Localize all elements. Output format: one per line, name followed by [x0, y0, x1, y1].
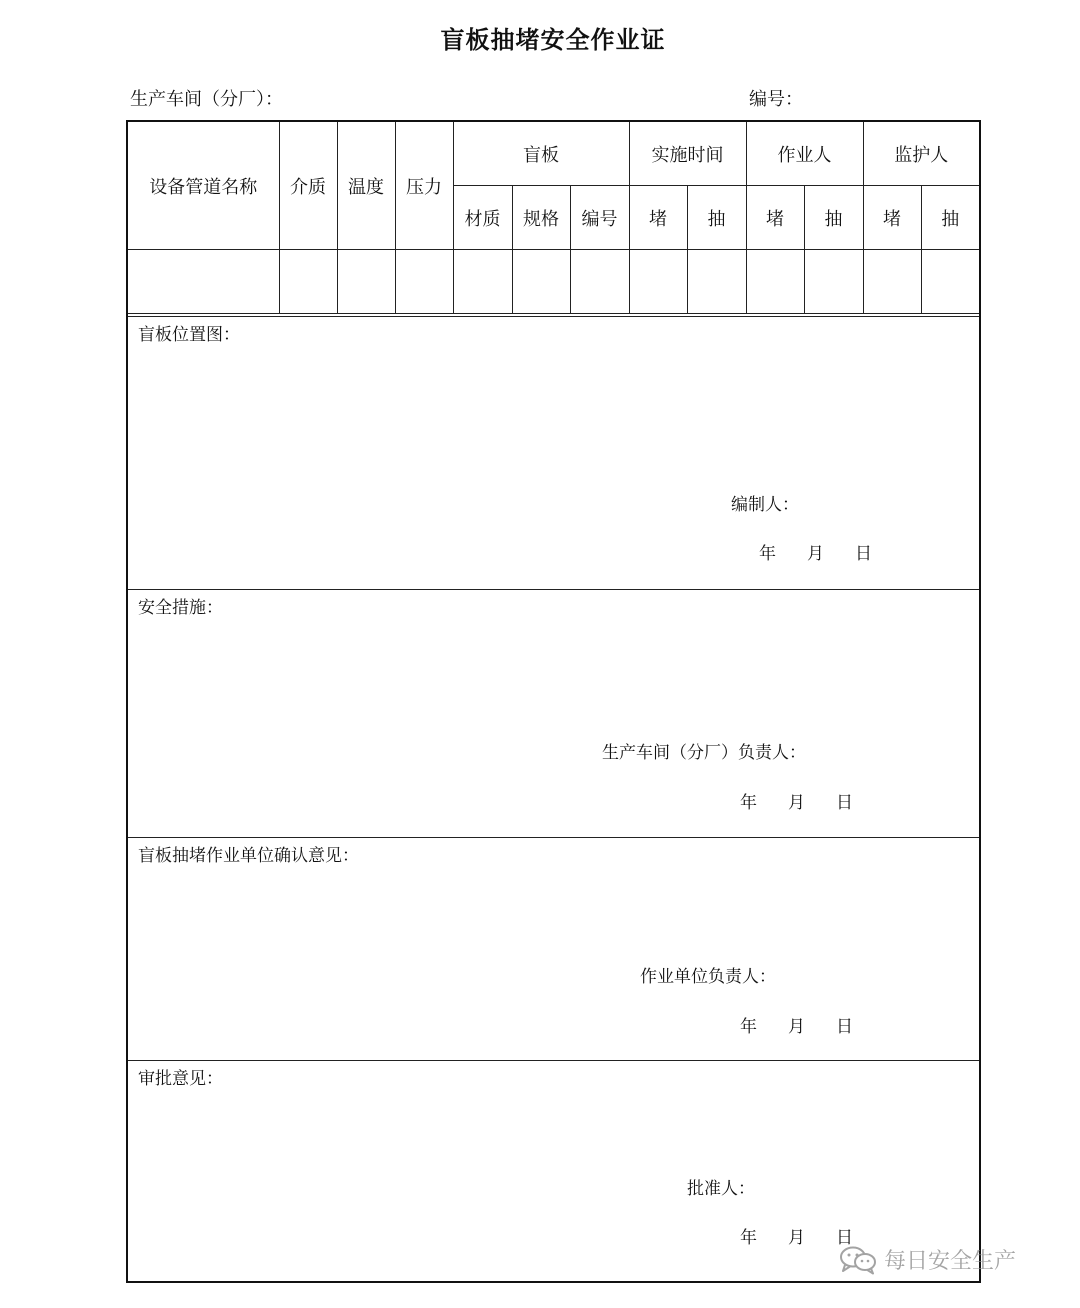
cell-blind-material[interactable]	[453, 250, 512, 314]
date-year: 年	[759, 544, 776, 564]
safety-measures-section	[128, 589, 979, 837]
cell-equipment-name[interactable]	[128, 250, 279, 314]
header-guardian-plug: 堵	[863, 186, 921, 250]
safety-measures-label: 安全措施：	[138, 598, 223, 618]
date-year: 年	[740, 1017, 757, 1037]
date-month: 月	[788, 1017, 805, 1037]
cell-operator-pull[interactable]	[804, 250, 863, 314]
watermark-text: 每日安全生产	[884, 1249, 1017, 1274]
position-diagram-label: 盲板位置图：	[138, 325, 240, 345]
safety-measures-signer: 生产车间（分厂）负责人：	[602, 743, 806, 763]
header-blind-plate: 盲板	[453, 122, 629, 186]
header-time-plug: 堵	[629, 186, 687, 250]
header-time-pull: 抽	[687, 186, 746, 250]
approval-signer: 批准人：	[687, 1179, 755, 1199]
watermark	[838, 1244, 1016, 1275]
date-year: 年	[740, 793, 757, 813]
cell-operator-plug[interactable]	[746, 250, 804, 314]
unit-confirmation-signer: 作业单位负责人：	[640, 967, 776, 987]
cell-pressure[interactable]	[395, 250, 453, 314]
page-title: 盲板抽堵安全作业证	[440, 26, 666, 54]
header-operator-pull: 抽	[804, 186, 863, 250]
header-implement-time: 实施时间	[629, 122, 746, 186]
table-row	[128, 250, 979, 314]
date-day: 日	[836, 793, 853, 813]
header-pressure: 压力	[395, 122, 453, 250]
date-day: 日	[836, 1228, 853, 1248]
unit-confirmation-label: 盲板抽堵作业单位确认意见：	[138, 846, 359, 866]
date-day: 日	[836, 1017, 853, 1037]
header-operator-plug: 堵	[746, 186, 804, 250]
header-blind-number: 编号	[570, 186, 629, 250]
workshop-label: 生产车间（分厂）：	[130, 89, 283, 110]
date-day: 日	[855, 544, 872, 564]
header-guardian: 监护人	[863, 122, 979, 186]
position-diagram-section	[128, 316, 979, 589]
unit-confirmation-section	[128, 837, 979, 1060]
date-year: 年	[740, 1228, 757, 1248]
safety-measures-date	[740, 788, 853, 813]
header-blind-material: 材质	[453, 186, 512, 250]
cell-time-plug[interactable]	[629, 250, 687, 314]
header-temperature: 温度	[337, 122, 395, 250]
cell-guardian-plug[interactable]	[863, 250, 921, 314]
permit-form	[126, 120, 981, 1283]
header-blind-spec: 规格	[512, 186, 570, 250]
wechat-icon	[838, 1245, 878, 1275]
date-month: 月	[788, 1228, 805, 1248]
position-diagram-date	[759, 539, 872, 564]
position-diagram-signer: 编制人：	[731, 495, 799, 515]
cell-temperature[interactable]	[337, 250, 395, 314]
approval-date	[740, 1223, 853, 1248]
cell-blind-spec[interactable]	[512, 250, 570, 314]
cell-time-pull[interactable]	[687, 250, 746, 314]
equipment-table	[128, 122, 979, 314]
date-month: 月	[788, 793, 805, 813]
header-guardian-pull: 抽	[921, 186, 979, 250]
header-operator: 作业人	[746, 122, 863, 186]
date-month: 月	[807, 544, 824, 564]
header-equipment-name: 设备管道名称	[128, 122, 279, 250]
cell-medium[interactable]	[279, 250, 337, 314]
number-label: 编号：	[749, 89, 803, 110]
header-medium: 介质	[279, 122, 337, 250]
cell-blind-number[interactable]	[570, 250, 629, 314]
approval-label: 审批意见：	[138, 1069, 223, 1089]
cell-guardian-pull[interactable]	[921, 250, 979, 314]
unit-confirmation-date	[740, 1012, 853, 1037]
